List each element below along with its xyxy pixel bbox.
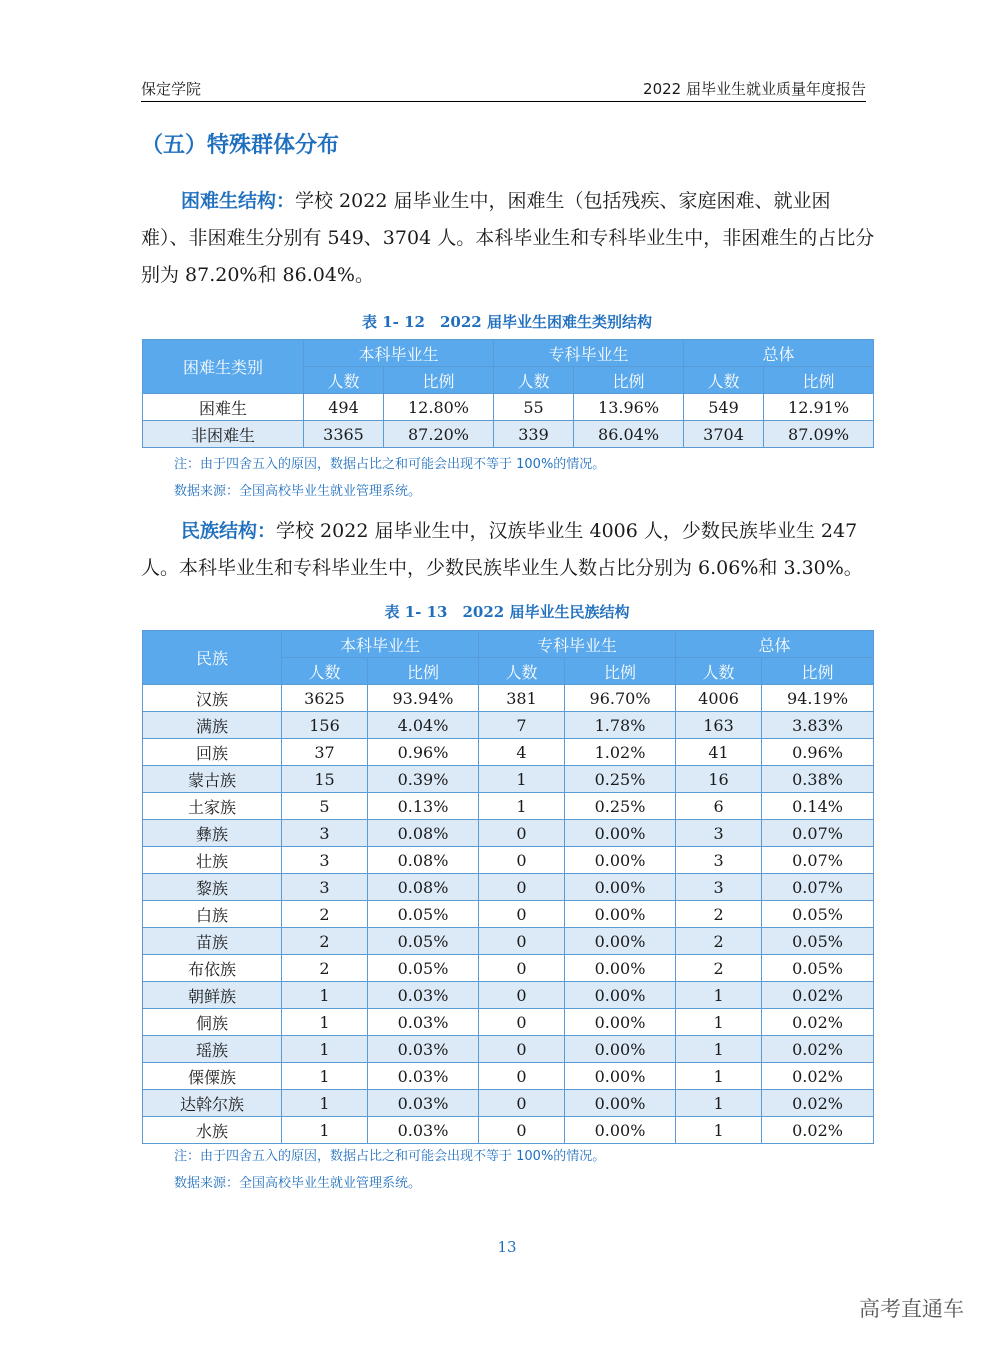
- row-label-cell: 回族: [143, 739, 282, 766]
- table-subheader: 人数: [676, 658, 762, 685]
- table-row: [143, 1036, 874, 1063]
- ethnicity-table-body: [143, 685, 874, 1144]
- data-cell: 3625: [282, 685, 368, 712]
- data-cell: 0.14%: [762, 793, 874, 820]
- table-header-ethnicity: 民族: [143, 631, 282, 685]
- data-cell: 0.03%: [368, 1090, 479, 1117]
- table-header-group: 专科毕业生: [494, 340, 684, 367]
- data-cell: 0: [479, 1090, 565, 1117]
- table-subheader: 比例: [384, 367, 494, 394]
- data-cell: 1: [479, 793, 565, 820]
- data-cell: 13.96%: [574, 394, 684, 421]
- header-rule: [141, 101, 866, 102]
- data-cell: 0: [479, 847, 565, 874]
- table-subheader: 比例: [368, 658, 479, 685]
- data-cell: 93.94%: [368, 685, 479, 712]
- data-cell: 3: [282, 847, 368, 874]
- watermark-text: 高考直通车: [859, 1297, 964, 1321]
- data-cell: 1: [676, 1117, 762, 1144]
- table-row: [143, 1090, 874, 1117]
- row-label-cell: 非困难生: [143, 421, 304, 448]
- data-cell: 0.05%: [762, 955, 874, 982]
- data-cell: 3: [676, 847, 762, 874]
- row-label-cell: 满族: [143, 712, 282, 739]
- data-cell: 0.96%: [368, 739, 479, 766]
- table-header-group: 总体: [684, 340, 874, 367]
- data-cell: 0: [479, 1117, 565, 1144]
- data-cell: 1: [282, 1036, 368, 1063]
- data-cell: 0.25%: [565, 766, 676, 793]
- table-row: [143, 712, 874, 739]
- data-cell: 1: [676, 1090, 762, 1117]
- table-subheader: 人数: [282, 658, 368, 685]
- table-row: [143, 739, 874, 766]
- data-cell: 0.08%: [368, 874, 479, 901]
- data-cell: 2: [676, 955, 762, 982]
- data-cell: 0: [479, 1036, 565, 1063]
- row-label-cell: 朝鲜族: [143, 982, 282, 1009]
- data-cell: 4006: [676, 685, 762, 712]
- data-cell: 15: [282, 766, 368, 793]
- data-cell: 1: [282, 1117, 368, 1144]
- row-label-cell: 彝族: [143, 820, 282, 847]
- data-cell: 3: [282, 874, 368, 901]
- data-cell: 86.04%: [574, 421, 684, 448]
- data-cell: 0.00%: [565, 928, 676, 955]
- data-cell: 2: [282, 901, 368, 928]
- data-cell: 0: [479, 874, 565, 901]
- table-subheader: 比例: [565, 658, 676, 685]
- data-cell: 0.07%: [762, 847, 874, 874]
- table-subheader: 人数: [304, 367, 384, 394]
- data-cell: 0.03%: [368, 1009, 479, 1036]
- data-cell: 3: [282, 820, 368, 847]
- data-cell: 0.39%: [368, 766, 479, 793]
- data-cell: 156: [282, 712, 368, 739]
- row-label-cell: 达斡尔族: [143, 1090, 282, 1117]
- table-header-group: 本科毕业生: [304, 340, 494, 367]
- data-cell: 0.02%: [762, 1090, 874, 1117]
- data-cell: 2: [676, 901, 762, 928]
- row-label-cell: 困难生: [143, 394, 304, 421]
- table-note: 注：由于四舍五入的原因，数据占比之和可能会出现不等于 100%的情况。: [174, 1149, 606, 1164]
- data-cell: 0.00%: [565, 1009, 676, 1036]
- data-cell: 1.02%: [565, 739, 676, 766]
- data-cell: 163: [676, 712, 762, 739]
- data-cell: 0.02%: [762, 1063, 874, 1090]
- ethnicity-table: [142, 630, 874, 1144]
- row-label-cell: 黎族: [143, 874, 282, 901]
- data-cell: 0: [479, 1009, 565, 1036]
- paragraph-lead: 民族结构：: [181, 520, 277, 542]
- row-label-cell: 苗族: [143, 928, 282, 955]
- row-label-cell: 布依族: [143, 955, 282, 982]
- table-source: 数据来源：全国高校毕业生就业管理系统。: [174, 1176, 422, 1191]
- data-cell: 549: [684, 394, 764, 421]
- data-cell: 1: [479, 766, 565, 793]
- header-report-title: 2022 届毕业生就业质量年度报告: [643, 80, 866, 98]
- data-cell: 0.05%: [762, 928, 874, 955]
- data-cell: 339: [494, 421, 574, 448]
- table-row: [143, 955, 874, 982]
- data-cell: 0.00%: [565, 901, 676, 928]
- data-cell: 0.13%: [368, 793, 479, 820]
- table-subheader: 人数: [684, 367, 764, 394]
- data-cell: 0: [479, 928, 565, 955]
- data-cell: 1.78%: [565, 712, 676, 739]
- data-cell: 87.09%: [764, 421, 874, 448]
- data-cell: 0.03%: [368, 1063, 479, 1090]
- paragraph-ethnicity: [141, 513, 876, 587]
- data-cell: 5: [282, 793, 368, 820]
- paragraph-lead: 困难生结构：: [181, 190, 296, 212]
- section-title: （五）特殊群体分布: [141, 133, 340, 158]
- table-header-group: 本科毕业生: [282, 631, 479, 658]
- data-cell: 0.03%: [368, 1036, 479, 1063]
- data-cell: 0.05%: [368, 928, 479, 955]
- table-row: [143, 421, 874, 448]
- data-cell: 12.80%: [384, 394, 494, 421]
- data-cell: 0.00%: [565, 1063, 676, 1090]
- table-row: [143, 901, 874, 928]
- data-cell: 0.03%: [368, 982, 479, 1009]
- data-cell: 0.07%: [762, 820, 874, 847]
- row-label-cell: 水族: [143, 1117, 282, 1144]
- row-label-cell: 汉族: [143, 685, 282, 712]
- data-cell: 0.02%: [762, 1117, 874, 1144]
- data-cell: 3.83%: [762, 712, 874, 739]
- row-label-cell: 侗族: [143, 1009, 282, 1036]
- row-label-cell: 瑶族: [143, 1036, 282, 1063]
- data-cell: 0: [479, 820, 565, 847]
- data-cell: 0: [479, 955, 565, 982]
- data-cell: 87.20%: [384, 421, 494, 448]
- data-cell: 1: [282, 1090, 368, 1117]
- table-row: [143, 982, 874, 1009]
- row-label-cell: 白族: [143, 901, 282, 928]
- row-label-cell: 壮族: [143, 847, 282, 874]
- data-cell: 0.96%: [762, 739, 874, 766]
- data-cell: 2: [282, 928, 368, 955]
- data-cell: 381: [479, 685, 565, 712]
- table-subheader: 人数: [479, 658, 565, 685]
- data-cell: 0.05%: [762, 901, 874, 928]
- data-cell: 0.08%: [368, 847, 479, 874]
- table-subheader: 比例: [574, 367, 684, 394]
- data-cell: 0: [479, 1063, 565, 1090]
- hardship-table: [142, 339, 874, 448]
- data-cell: 0.00%: [565, 1036, 676, 1063]
- data-cell: 0.25%: [565, 793, 676, 820]
- data-cell: 0.00%: [565, 820, 676, 847]
- table-subheader: 比例: [764, 367, 874, 394]
- data-cell: 0.07%: [762, 874, 874, 901]
- row-label-cell: 傈僳族: [143, 1063, 282, 1090]
- page-number: 13: [497, 1238, 517, 1256]
- data-cell: 0.00%: [565, 1117, 676, 1144]
- data-cell: 96.70%: [565, 685, 676, 712]
- data-cell: 16: [676, 766, 762, 793]
- data-cell: 1: [282, 1063, 368, 1090]
- paragraph-text: 学校 2022 届毕业生中，汉族毕业生 4006 人，少数民族毕业生 247 人。本科毕业生和专科毕业生中，少数民族毕业生人数占比分别为 6.06%和 3.30%。: [141, 520, 863, 579]
- paragraph-text: 学校 2022 届毕业生中，困难生（包括残疾、家庭困难、就业困难）、非困难生分别有 549、3704 人。本科毕业生和专科毕业生中，非困难生的占比分别为 87.20%和 86.04%。: [141, 190, 875, 286]
- table-header-group: 总体: [676, 631, 874, 658]
- data-cell: 37: [282, 739, 368, 766]
- data-cell: 0.02%: [762, 982, 874, 1009]
- header-school-name: 保定学院: [141, 80, 202, 98]
- table-header-group: 专科毕业生: [479, 631, 676, 658]
- table-row: [143, 874, 874, 901]
- data-cell: 0.02%: [762, 1009, 874, 1036]
- data-cell: 0.05%: [368, 901, 479, 928]
- data-cell: 1: [676, 1009, 762, 1036]
- data-cell: 1: [282, 982, 368, 1009]
- table-caption: 表 1- 12 2022 届毕业生困难生类别结构: [362, 313, 652, 331]
- data-cell: 7: [479, 712, 565, 739]
- data-cell: 494: [304, 394, 384, 421]
- paragraph-hardship: [141, 183, 876, 294]
- data-cell: 0.00%: [565, 847, 676, 874]
- data-cell: 41: [676, 739, 762, 766]
- data-cell: 94.19%: [762, 685, 874, 712]
- data-cell: 3704: [684, 421, 764, 448]
- data-cell: 4.04%: [368, 712, 479, 739]
- data-cell: 0.00%: [565, 874, 676, 901]
- data-cell: 6: [676, 793, 762, 820]
- table-row: [143, 685, 874, 712]
- table-row: [143, 1117, 874, 1144]
- data-cell: 4: [479, 739, 565, 766]
- table-row: [143, 847, 874, 874]
- table-caption: 表 1- 13 2022 届毕业生民族结构: [384, 603, 630, 621]
- row-label-cell: 蒙古族: [143, 766, 282, 793]
- data-cell: 0: [479, 982, 565, 1009]
- data-cell: 2: [676, 928, 762, 955]
- data-cell: 3: [676, 820, 762, 847]
- table-row: [143, 394, 874, 421]
- data-cell: 3: [676, 874, 762, 901]
- table-note: 注：由于四舍五入的原因，数据占比之和可能会出现不等于 100%的情况。: [174, 457, 606, 472]
- data-cell: 1: [676, 1063, 762, 1090]
- data-cell: 0.05%: [368, 955, 479, 982]
- data-cell: 12.91%: [764, 394, 874, 421]
- data-cell: 1: [676, 982, 762, 1009]
- data-cell: 0.00%: [565, 1090, 676, 1117]
- data-cell: 1: [282, 1009, 368, 1036]
- data-cell: 2: [282, 955, 368, 982]
- data-cell: 0.00%: [565, 955, 676, 982]
- table-row: [143, 1063, 874, 1090]
- hardship-table-body: [143, 394, 874, 448]
- data-cell: 1: [676, 1036, 762, 1063]
- data-cell: 3365: [304, 421, 384, 448]
- table-row: [143, 928, 874, 955]
- row-label-cell: 土家族: [143, 793, 282, 820]
- table-subheader: 比例: [762, 658, 874, 685]
- data-cell: 0.08%: [368, 820, 479, 847]
- table-row: [143, 1009, 874, 1036]
- data-cell: 0.38%: [762, 766, 874, 793]
- data-cell: 0.00%: [565, 982, 676, 1009]
- table-source: 数据来源：全国高校毕业生就业管理系统。: [174, 484, 422, 499]
- data-cell: 0.02%: [762, 1036, 874, 1063]
- table-row: [143, 793, 874, 820]
- data-cell: 0: [479, 901, 565, 928]
- table-row: [143, 766, 874, 793]
- data-cell: 55: [494, 394, 574, 421]
- table-row: [143, 820, 874, 847]
- data-cell: 0.03%: [368, 1117, 479, 1144]
- table-subheader: 人数: [494, 367, 574, 394]
- table-header-category: 困难生类别: [143, 340, 304, 394]
